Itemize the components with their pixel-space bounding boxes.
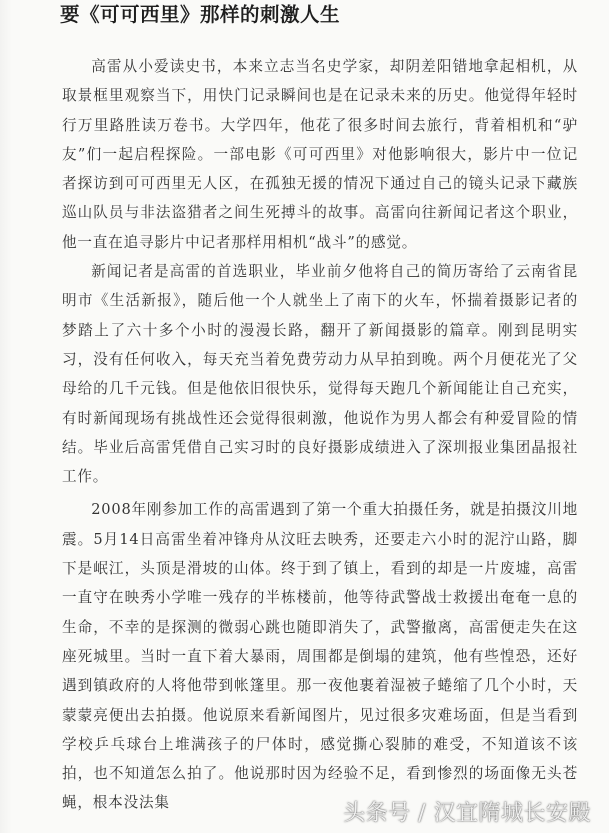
article-heading: 要《可可西里》那样的刺激人生	[60, 3, 341, 26]
paragraph-2: 新闻记者是高雷的首选职业，毕业前夕他将自己的简历寄给了云南省昆明市《生活新报》，随后他一个人就坐上了南下的火车，怀揣着摄影记者的梦踏上了六十多个小时的漫漫长路，翻开了新闻摄影的篇章。刚到昆明实习，没有任何收入，每天充当着免费劳动力从早拍到晚。两个月便花光了父母给的几千元钱。但是他依旧很快乐，觉得每天跑几个新闻能让自己充实，有时新闻现场有挑战性还会觉得很刺激，他说作为男人都会有种爱冒险的情结。毕业后高雷凭借自己实习时的良好摄影成绩进入了深圳报业集团晶报社工作。	[62, 263, 578, 486]
article-body	[62, 52, 578, 818]
paragraph-1: 高雷从小爱读史书，本来立志当名史学家，却阴差阳错地拿起相机，从取景框里观察当下，用快门记录瞬间也是在记录未来的历史。他觉得年轻时行万里路胜读万卷书。大学四年，他花了很多时间去旅行，背着相机和“驴友”们一起启程探险。一部电影《可可西里》对他影响很大，影片中一位记者探访到可可西里无人区，在孤独无援的情况下通过自己的镜头记录下藏族巡山队员与非法盗猎者之间生死搏斗的故事。高雷向往新闻记者这个职业，他一直在追寻影片中记者那样用相机“战斗”的感觉。	[62, 58, 578, 251]
watermark: 头条号 / 汉宜隋城长安殿	[343, 801, 591, 826]
paragraph-3: 2008年刚参加工作的高雷遇到了第一个重大拍摄任务，就是拍摄汶川地震。5月14日高雷坐着冲锋舟从汶旺去映秀，还要走六小时的泥泞山路，脚下是岷江，头顶是滑坡的山体。终于到了镇上，看到的却是一片废墟，高雷一直守在映秀小学唯一残存的半栋楼前，他等待武警战士救援出奄奄一息的生命，不幸的是探测的微弱心跳也随即消失了，武警撤离，高雷便走失在这座死城里。当时一直下着大暴雨，周围都是倒塌的建筑，他有些惶恐，还好遇到镇政府的人将他带到帐篷里。那一夜他裹着湿被子蜷缩了几个小时，天蒙蒙亮便出去拍摄。他说原来看新闻图片，见过很多灾难场面，但是当看到学校乒乓球台上堆满孩子的尸体时，感觉撕心裂肺的难受，不知道该不该拍，也不知道怎么拍了。他说那时因为经验不足，看到惨烈的场面像无头苍蝇，根本没法集	[62, 501, 578, 812]
